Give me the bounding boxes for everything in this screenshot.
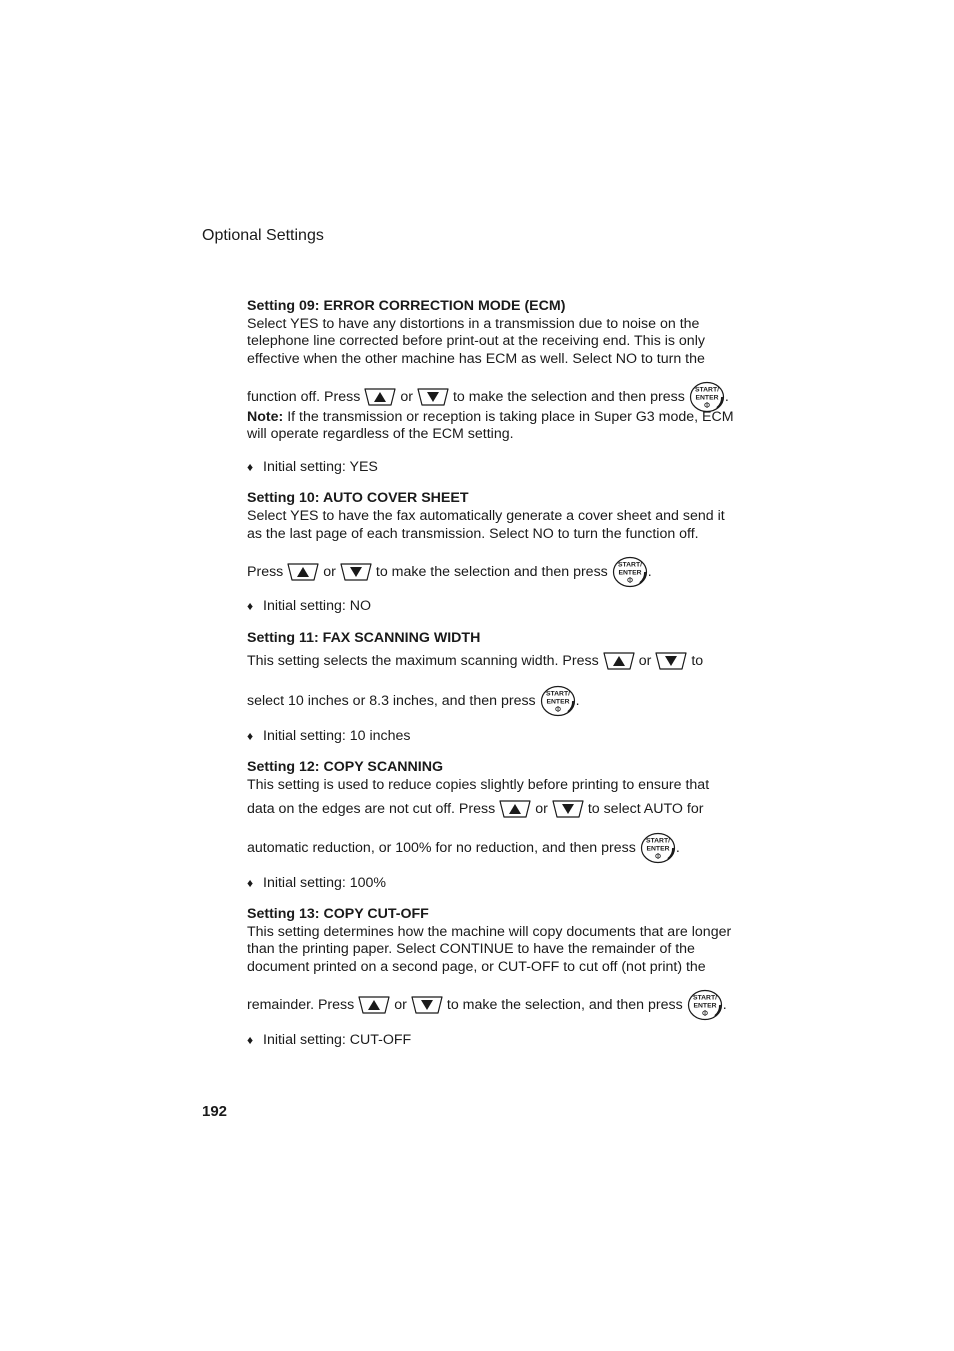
setting-09-note <box>247 408 734 426</box>
setting-12-heading: Setting 12: COPY SCANNING <box>247 759 444 775</box>
instruction-text: or <box>638 653 652 669</box>
up-arrow-key-icon <box>287 563 319 581</box>
instruction-text: . <box>724 388 729 405</box>
initial-setting-text: Initial setting: YES <box>263 459 378 475</box>
svg-text:Φ: Φ <box>703 401 710 410</box>
setting-11-heading: Setting 11: FAX SCANNING WIDTH <box>247 630 481 646</box>
instruction-text: to make the selection and then press <box>452 388 685 405</box>
setting-13-initial <box>247 1031 411 1049</box>
page-number: 192 <box>202 1103 228 1120</box>
instruction-text: . <box>647 563 652 580</box>
setting-13-instruction <box>247 989 727 1021</box>
instruction-text: to <box>691 653 704 669</box>
instruction-text: automatic reduction, or 100% for no reduction, and then press <box>247 839 636 856</box>
instruction-text: or <box>400 388 413 405</box>
start-enter-key-icon <box>687 989 723 1021</box>
setting-11-instruction <box>247 685 580 717</box>
svg-text:ENTER: ENTER <box>693 1002 717 1010</box>
down-arrow-key-icon <box>411 996 443 1014</box>
setting-10-heading: Setting 10: AUTO COVER SHEET <box>247 490 469 506</box>
down-arrow-key-icon <box>655 652 687 670</box>
instruction-text: or <box>394 996 407 1013</box>
svg-text:START/: START/ <box>645 837 670 845</box>
svg-text:Φ: Φ <box>554 705 561 714</box>
svg-text:START/: START/ <box>694 386 719 394</box>
bullet-icon: ♦ <box>247 876 254 890</box>
bullet-icon: ♦ <box>247 599 254 613</box>
instruction-text: remainder. Press <box>247 996 355 1013</box>
instruction-text: to make the selection, and then press <box>446 996 683 1013</box>
setting-09-line: effective when the other machine has ECM as well. Select NO to turn the <box>247 351 705 367</box>
setting-13-heading: Setting 13: COPY CUT-OFF <box>247 906 429 922</box>
setting-13-line: than the printing paper. Select CONTINUE to have the remainder of the <box>247 941 695 957</box>
note-label: Note: <box>247 409 284 425</box>
svg-text:START/: START/ <box>545 690 570 698</box>
setting-10-line: as the last page of each transmission. Select NO to turn the function off. <box>247 526 699 542</box>
down-arrow-key-icon <box>340 563 372 581</box>
initial-setting-text: Initial setting: 10 inches <box>263 728 411 744</box>
svg-text:ENTER: ENTER <box>695 394 719 402</box>
setting-09-line: telephone line corrected before print-out at the receiving end. This is only <box>247 333 705 349</box>
svg-text:Φ: Φ <box>654 852 661 861</box>
setting-11-instruction <box>247 652 703 670</box>
setting-10-instruction <box>247 556 652 588</box>
svg-text:START/: START/ <box>617 561 642 569</box>
svg-text:Φ: Φ <box>626 576 633 585</box>
up-arrow-key-icon <box>358 996 390 1014</box>
instruction-text: function off. Press <box>247 388 361 405</box>
setting-10-line: Select YES to have the fax automatically generate a cover sheet and send it <box>247 508 725 524</box>
bullet-icon: ♦ <box>247 729 254 743</box>
instruction-text: select 10 inches or 8.3 inches, and then press <box>247 692 536 709</box>
instruction-text: to make the selection and then press <box>375 563 608 580</box>
initial-setting-text: Initial setting: CUT-OFF <box>263 1032 412 1048</box>
initial-setting-text: Initial setting: 100% <box>263 875 387 891</box>
instruction-text: to select AUTO for <box>587 801 704 817</box>
setting-12-initial <box>247 874 386 892</box>
svg-text:ENTER: ENTER <box>546 698 570 706</box>
instruction-text: . <box>575 692 580 709</box>
up-arrow-key-icon <box>603 652 635 670</box>
setting-13-line: This setting determines how the machine will copy documents that are longer <box>247 924 732 940</box>
instruction-text: . <box>675 839 680 856</box>
instruction-text: This setting selects the maximum scanning width. Press <box>247 653 599 669</box>
svg-text:START/: START/ <box>692 994 717 1002</box>
initial-setting-text: Initial setting: NO <box>263 598 372 614</box>
bullet-icon: ♦ <box>247 460 254 474</box>
setting-10-initial <box>247 597 371 615</box>
start-enter-key-icon <box>640 832 676 864</box>
down-arrow-key-icon <box>417 388 449 406</box>
start-enter-key-icon <box>540 685 576 717</box>
svg-text:ENTER: ENTER <box>646 845 670 853</box>
setting-09-line: Select YES to have any distortions in a transmission due to noise on the <box>247 316 700 332</box>
setting-09-heading: Setting 09: ERROR CORRECTION MODE (ECM) <box>247 298 566 314</box>
up-arrow-key-icon <box>499 800 531 818</box>
svg-text:Φ: Φ <box>701 1009 708 1018</box>
down-arrow-key-icon <box>552 800 584 818</box>
note-text: If the transmission or reception is taking place in Super G3 mode, ECM <box>283 409 734 425</box>
start-enter-key-icon <box>612 556 648 588</box>
svg-text:ENTER: ENTER <box>618 569 642 577</box>
setting-09-note-line: will operate regardless of the ECM setting. <box>247 426 514 442</box>
setting-12-instruction <box>247 800 703 818</box>
instruction-text: or <box>535 801 548 817</box>
instruction-text: . <box>722 996 727 1013</box>
page-header: Optional Settings <box>202 227 324 244</box>
setting-11-initial <box>247 727 410 745</box>
setting-13-line: document printed on a second page, or CUT-OFF to cut off (not print) the <box>247 959 706 975</box>
setting-12-line: This setting is used to reduce copies slightly before printing to ensure that <box>247 777 710 793</box>
instruction-text: data on the edges are not cut off. Press <box>247 801 496 817</box>
instruction-text: Press <box>247 563 284 580</box>
setting-09-initial <box>247 458 378 476</box>
up-arrow-key-icon <box>364 388 396 406</box>
setting-12-instruction <box>247 832 680 864</box>
instruction-text: or <box>323 563 336 580</box>
bullet-icon: ♦ <box>247 1033 254 1047</box>
